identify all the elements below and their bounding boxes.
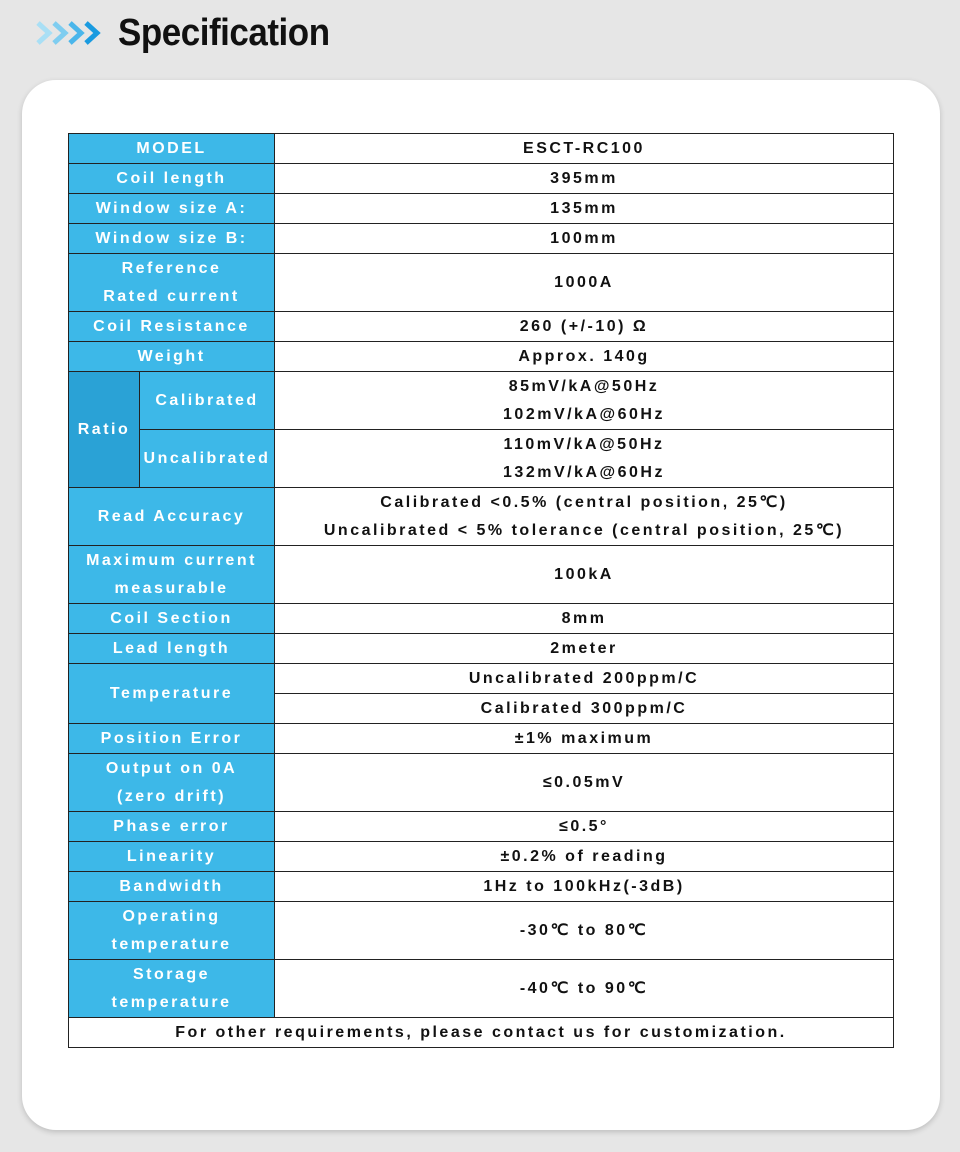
spec-value: ≤0.5° xyxy=(275,812,894,842)
spec-label: Temperature xyxy=(69,664,275,724)
spec-label-line: Storage xyxy=(132,965,211,983)
spec-label xyxy=(69,546,275,604)
table-row xyxy=(69,342,894,372)
spec-label: Weight xyxy=(69,342,275,372)
spec-value-line: Calibrated <0.5% (central position, 25℃) xyxy=(380,493,788,511)
table-row xyxy=(69,604,894,634)
spec-label xyxy=(69,960,275,1018)
table-row xyxy=(69,812,894,842)
spec-value: 260 (+/-10) Ω xyxy=(275,312,894,342)
spec-value: ≤0.05mV xyxy=(275,754,894,812)
spec-value: ±0.2% of reading xyxy=(275,842,894,872)
spec-label: Window size B: xyxy=(69,224,275,254)
spec-label xyxy=(69,254,275,312)
spec-label-line: Reference xyxy=(121,259,222,277)
spec-value: 395mm xyxy=(275,164,894,194)
spec-label: Coil Resistance xyxy=(69,312,275,342)
spec-label: Window size A: xyxy=(69,194,275,224)
spec-label xyxy=(69,754,275,812)
spec-label-ratio: Ratio xyxy=(69,372,140,488)
spec-value-line: Uncalibrated < 5% tolerance (central position, 25℃) xyxy=(323,521,845,539)
spec-label-line: temperature xyxy=(111,993,232,1011)
spec-value: 8mm xyxy=(275,604,894,634)
table-row xyxy=(69,754,894,812)
spec-value-line: 85mV/kA@50Hz xyxy=(508,377,660,395)
spec-value-line: 132mV/kA@60Hz xyxy=(503,463,665,481)
spec-value: ±1% maximum xyxy=(275,724,894,754)
spec-label-line: measurable xyxy=(114,579,229,597)
spec-value: 1000A xyxy=(275,254,894,312)
table-row xyxy=(69,960,894,1018)
page-header xyxy=(34,8,348,58)
spec-value xyxy=(275,430,894,488)
spec-label-line: Rated current xyxy=(103,287,240,305)
spec-value: 1Hz to 100kHz(-3dB) xyxy=(275,872,894,902)
table-row xyxy=(69,254,894,312)
table-row xyxy=(69,164,894,194)
spec-value: Approx. 140g xyxy=(275,342,894,372)
table-row xyxy=(69,224,894,254)
spec-label-line: Output on 0A xyxy=(105,759,238,777)
spec-label: Bandwidth xyxy=(69,872,275,902)
table-row xyxy=(69,134,894,164)
footer-note: For other requirements, please contact us for customization. xyxy=(69,1018,894,1048)
spec-value xyxy=(275,488,894,546)
spec-value: 100kA xyxy=(275,546,894,604)
spec-value: 100mm xyxy=(275,224,894,254)
spec-value: Uncalibrated 200ppm/C xyxy=(275,664,894,694)
spec-label: Linearity xyxy=(69,842,275,872)
spec-label-line: (zero drift) xyxy=(116,787,227,805)
spec-label-line: Operating xyxy=(122,907,221,925)
spec-label: Read Accuracy xyxy=(69,488,275,546)
table-row xyxy=(69,312,894,342)
spec-value: Calibrated 300ppm/C xyxy=(275,694,894,724)
spec-label-line: temperature xyxy=(111,935,232,953)
spec-value: -30℃ to 80℃ xyxy=(275,902,894,960)
table-row xyxy=(69,902,894,960)
table-row xyxy=(69,430,894,488)
table-row xyxy=(69,842,894,872)
spec-value xyxy=(275,372,894,430)
table-row xyxy=(69,634,894,664)
table-row xyxy=(69,372,894,430)
spec-label: Coil Section xyxy=(69,604,275,634)
spec-sublabel: Uncalibrated xyxy=(140,430,275,488)
chevrons-icon xyxy=(34,20,98,46)
spec-value-line: 102mV/kA@60Hz xyxy=(503,405,665,423)
table-row xyxy=(69,488,894,546)
spec-value: 2meter xyxy=(275,634,894,664)
spec-value: ESCT-RC100 xyxy=(275,134,894,164)
spec-value: 135mm xyxy=(275,194,894,224)
spec-label: Coil length xyxy=(69,164,275,194)
page-title: Specification xyxy=(118,11,330,54)
spec-label: MODEL xyxy=(69,134,275,164)
table-row xyxy=(69,664,894,694)
table-row xyxy=(69,724,894,754)
spec-value: -40℃ to 90℃ xyxy=(275,960,894,1018)
table-row xyxy=(69,1018,894,1048)
spec-label xyxy=(69,902,275,960)
spec-table xyxy=(68,133,894,1048)
table-row xyxy=(69,194,894,224)
table-row xyxy=(69,872,894,902)
spec-label: Phase error xyxy=(69,812,275,842)
spec-label: Lead length xyxy=(69,634,275,664)
spec-sublabel: Calibrated xyxy=(140,372,275,430)
spec-label: Position Error xyxy=(69,724,275,754)
spec-value-line: 110mV/kA@50Hz xyxy=(503,435,665,453)
table-row xyxy=(69,546,894,604)
spec-label-line: Maximum current xyxy=(86,551,257,569)
